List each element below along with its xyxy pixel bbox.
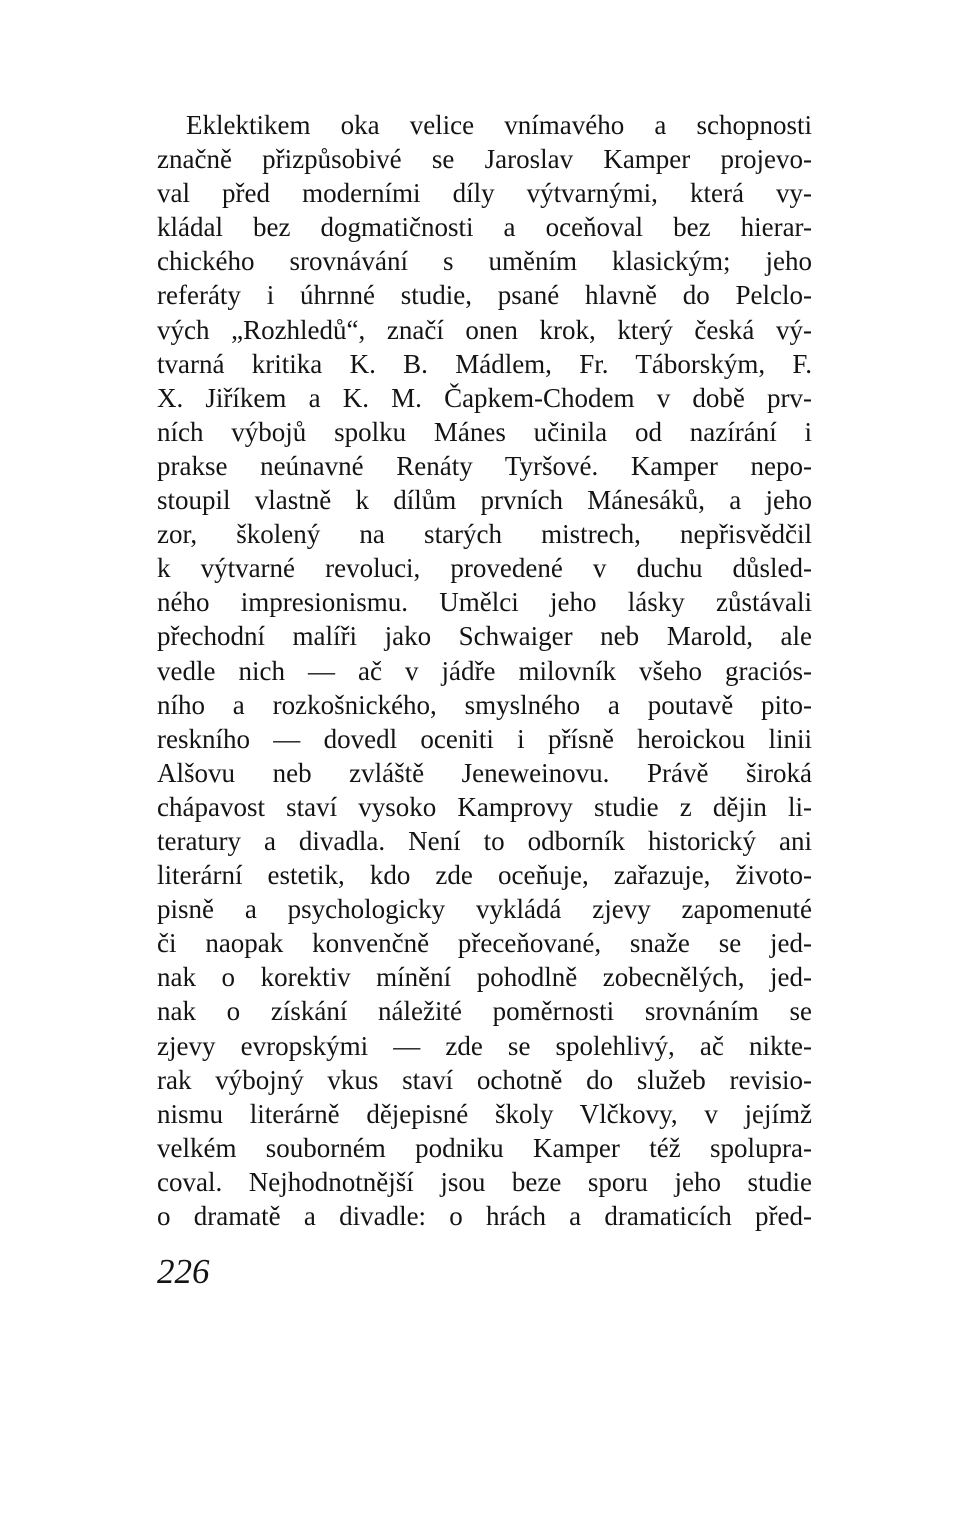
text-line: coval. Nejhodnotnější jsou beze sporu jeho studie [157,1166,812,1197]
text-line: stoupil vlastně k dílům prvních Mánesáků, a jeho [157,485,812,516]
text-line: nak o korektiv mínění pohodlně zobecnělých, jed- [157,962,812,993]
text-line: Alšovu neb zvláště Jeneweinovu. Právě široká [157,757,812,788]
text-line: značně přizpůsobivé se Jaroslav Kamper projevo- [157,144,812,175]
text-line: zjevy evropskými — zde se spolehlivý, ač nikte- [157,1030,812,1061]
text-line: kládal bez dogmatičnosti a oceňoval bez hierar- [157,212,812,243]
text-line: zor, školený na starých mistrech, nepřisvědčil [157,519,812,550]
text-line: reskního — dovedl oceniti i přísně heroickou linii [157,723,812,754]
text-line: nak o získání náležité poměrnosti srovnáním se [157,996,812,1027]
text-line: ného impresionismu. Umělci jeho lásky zůstávali [157,587,812,618]
text-line: přechodní malíři jako Schwaiger neb Marold, ale [157,621,812,652]
text-line: teratury a divadla. Není to odborník historický ani [157,825,812,856]
text-line: Eklektikem oka velice vnímavého a schopnosti [186,110,812,140]
text-line: rak výbojný vkus staví ochotně do služeb revisio- [157,1064,812,1095]
text-line: nismu literárně dějepisné školy Vlčkovy, v jejímž [157,1098,812,1129]
text-line: ního a rozkošnického, smyslného a poutavě pito- [157,689,812,720]
text-line: chápavost staví vysoko Kamprovy studie z dějin li- [157,791,812,822]
text-line: k výtvarné revoluci, provedené v duchu důsled- [157,553,812,584]
text-line: pisně a psychologicky vykládá zjevy zapomenuté [157,894,812,925]
text-line: literární estetik, kdo zde oceňuje, zařazuje, životo- [157,860,812,891]
text-line: tvarná kritika K. B. Mádlem, Fr. Táborským, F. [157,348,812,379]
text-line: ních výbojů spolku Mánes učinila od nazírání i [157,416,812,447]
text-line: o dramatě a divadle: o hrách a dramaticích před- [157,1201,812,1231]
text-line: prakse neúnavné Renáty Tyršové. Kamper nepo- [157,450,812,481]
text-line: či naopak konvenčně přeceňované, snaže se jed- [157,928,812,959]
text-line: val před moderními díly výtvarnými, která vy- [157,178,812,209]
text-line: velkém souborném podniku Kamper též spolupra- [157,1132,812,1163]
body-text [157,108,812,1233]
text-line: chického srovnávání s uměním klasickým; jeho [157,246,812,277]
text-line: vedle nich — ač v jádře milovník všeho graciós- [157,655,812,686]
page-number: 226 [157,1252,210,1291]
text-line: X. Jiříkem a K. M. Čapkem-Chodem v době prv- [157,382,812,413]
text-line: referáty i úhrnné studie, psané hlavně do Pelclo- [157,280,812,311]
text-line: vých „Rozhledů“, značí onen krok, který česká vý- [157,314,812,345]
